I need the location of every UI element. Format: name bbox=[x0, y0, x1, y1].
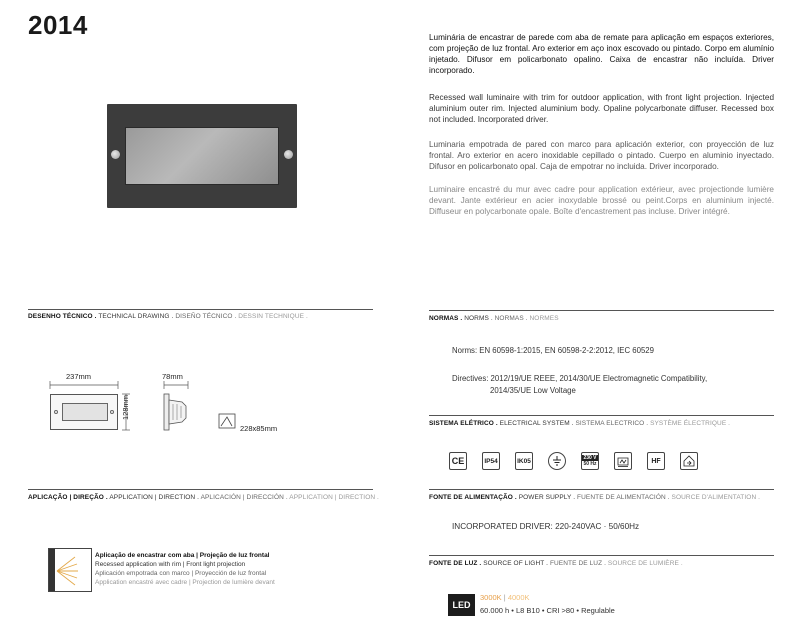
application-fr: Application encastré avec cadre | Projection de lumière devant bbox=[95, 579, 275, 586]
section-divider bbox=[28, 489, 373, 490]
cutout-icon bbox=[218, 413, 236, 429]
section-divider bbox=[28, 309, 373, 310]
section-light-source: FONTE DE LUZ . SOURCE OF LIGHT . FUENTE DE LUZ . SOURCE DE LUMIÈRE . bbox=[429, 560, 683, 567]
led-badge: LED bbox=[448, 594, 475, 616]
section-divider bbox=[429, 415, 774, 416]
section-electrical-system: SISTEMA ELÉTRICO . ELECTRICAL SYSTEM . SISTEMA ELECTRICO . SYSTÈME ÉLECTRIQUE . bbox=[429, 420, 731, 427]
description-es: Luminaria empotrada de pared con marco para aplicación exterior, con proyección de luz frontal. Aro exterior en acero inoxidable cepillado o pintado. Cuerpo en aluminio inyectado. Difusor en policarbonato opal. Caja de empotrar no incluida. Driver incorporado. bbox=[429, 140, 774, 171]
application-es: Aplicación empotrada con marco | Proyección de luz frontal bbox=[95, 570, 267, 577]
description-pt: Luminária de encastrar de parede com aba de remate para aplicação em espaços exteriores, com projeção de luz frontal. Aro exterior em aço inox escovado ou pintado. Corpo em alumínio injetado. Difusor em policarbonato opalino. Caixa de encastrar não incluída. Driver incorporado. bbox=[429, 33, 774, 75]
section-power-supply: FONTE DE ALIMENTAÇÃO . POWER SUPPLY . FUENTE DE ALIMENTACIÓN . SOURCE D'ALIMENTATION . bbox=[429, 494, 761, 501]
section-divider bbox=[429, 489, 774, 490]
description-en: Recessed wall luminaire with trim for outdoor application, with front light projection. Injected aluminium outer rim. Injected aluminium body. Opaline polycarbonate diffuser. Recessed box not included. Incorporated driver. bbox=[429, 93, 774, 124]
directives-line-1: Directives: 2012/19/UE REEE, 2014/30/UE Electromagnetic Compatibility, bbox=[452, 374, 708, 383]
section-technical-drawing: DESENHO TÉCNICO . TECHNICAL DRAWING . DISEÑO TÉCNICO . DESSIN TECHNIQUE . bbox=[28, 313, 308, 320]
ik05-icon: IK05 bbox=[515, 452, 533, 470]
dimension-width: 237mm bbox=[66, 372, 92, 381]
voltage-icon: 230 V 50 Hz bbox=[581, 452, 599, 470]
front-projection-icon bbox=[48, 548, 92, 592]
color-temperatures: 3000K | 4000K bbox=[480, 593, 530, 602]
temp-4000k: 4000K bbox=[507, 593, 530, 602]
section-divider bbox=[429, 310, 774, 311]
screw-left-icon bbox=[111, 150, 120, 159]
cutout-dimension: 228x85mm bbox=[240, 424, 278, 433]
directives-line-2: 2014/35/UE Low Voltage bbox=[490, 386, 576, 395]
hf-icon: HF bbox=[647, 452, 665, 470]
product-code: 2014 bbox=[28, 10, 88, 40]
screw-right-icon bbox=[284, 150, 293, 159]
norms-list: Norms: EN 60598-1:2015, EN 60598-2-2:2012, IEC 60529 bbox=[452, 346, 654, 355]
dimension-height: 128mm bbox=[121, 394, 130, 420]
product-diffuser bbox=[125, 127, 279, 185]
ip54-icon: IP54 bbox=[482, 452, 500, 470]
application-en: Recessed application with rim | Front light projection bbox=[95, 561, 246, 568]
dimension-depth: 78mm bbox=[162, 372, 183, 381]
front-view-drawing bbox=[50, 394, 118, 430]
indoor-outdoor-icon bbox=[680, 452, 698, 470]
application-pt: Aplicação de encastrar com aba | Projeção de luz frontal bbox=[95, 552, 270, 559]
light-source-spec: 60.000 h • L8 B10 • CRI >80 • Regulable bbox=[480, 606, 615, 615]
section-norms: NORMAS . NORMS . NORMAS . NORMES bbox=[429, 315, 559, 322]
section-application: APLICAÇÃO | DIREÇÃO . APPLICATION | DIRECTION . APLICACIÓN | DIRECCIÓN . APPLICATION | DIRECTION . bbox=[28, 494, 379, 501]
description-fr: Luminaire encastré du mur avec cadre pour application extérieur, avec projectionde lumière devant. Jante extérieur en acier inoxydable brossé ou peint.Corps en aluminium injecté. Diffuseur en polycarbonate opale. Boîte d'encastrement pas incluse. Driver intégré. bbox=[429, 185, 774, 216]
flammable-surface-icon bbox=[614, 452, 632, 470]
side-view-drawing bbox=[160, 380, 194, 436]
temp-3000k: 3000K bbox=[480, 593, 502, 602]
product-image bbox=[107, 104, 297, 208]
power-supply-value: INCORPORATED DRIVER: 220-240VAC · 50/60Hz bbox=[452, 522, 640, 531]
section-divider bbox=[429, 555, 774, 556]
ce-mark-icon: CE bbox=[449, 452, 467, 470]
width-dimension-line bbox=[48, 380, 120, 390]
class-1-earth-icon bbox=[548, 452, 566, 470]
